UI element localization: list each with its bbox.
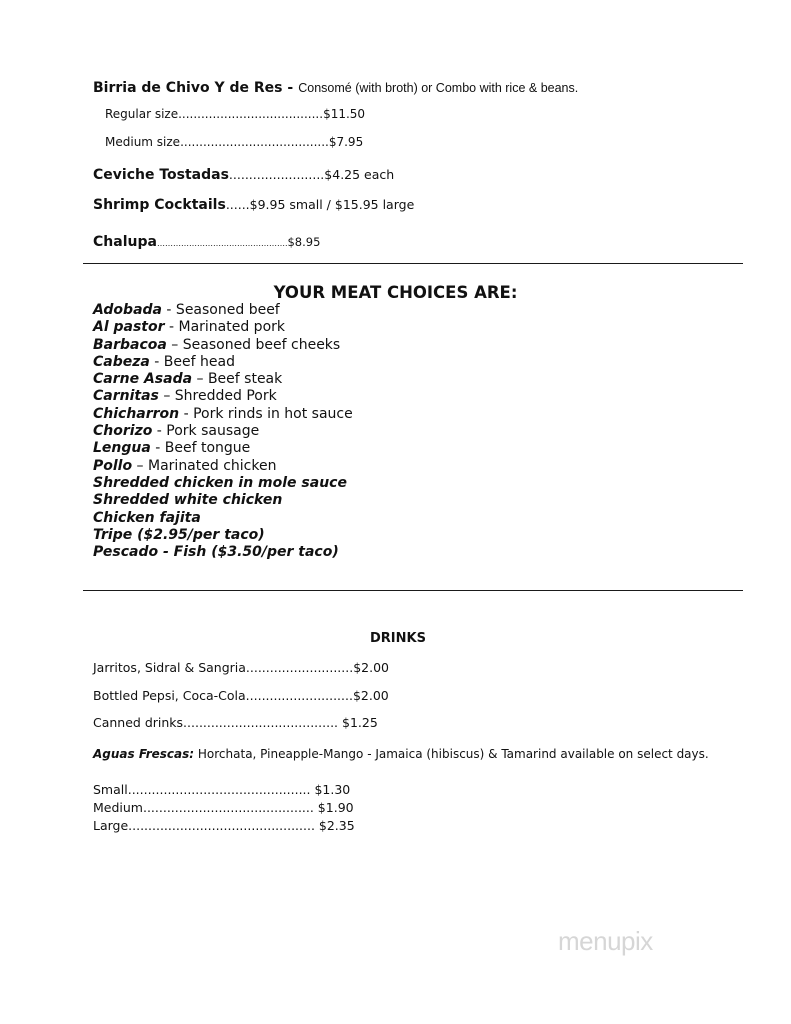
chalupa-price: $8.95: [287, 235, 321, 249]
meat-choice-item: [93, 371, 353, 388]
meat-choice-item: [93, 458, 353, 475]
meat-choice-name: Adobada: [93, 302, 162, 318]
divider-bottom: [83, 590, 743, 591]
meat-choice-description: - Beef tongue: [150, 440, 251, 457]
birria-medium-size: [105, 135, 363, 149]
birria-description: Consomé (with broth) or Combo with rice & beans.: [298, 81, 579, 95]
meat-choice-description: - Marinated pork: [164, 319, 285, 336]
agua-size-large: Large............................................... $2.35: [93, 818, 355, 833]
meat-choice-name: Shredded chicken in mole sauce: [93, 474, 347, 491]
meat-choice-name: Pollo: [93, 457, 133, 474]
meat-choice-description: – Seasoned beef cheeks: [166, 336, 341, 353]
ceviche-line: [93, 164, 394, 183]
meat-choice-name: Lengua: [93, 440, 151, 457]
aguas-frescas-text: Horchata, Pineapple-Mango - Jamaica (hibiscus) & Tamarind available on select days.: [194, 747, 709, 761]
drink-item: Jarritos, Sidral & Sangria...........................$2.00: [93, 660, 389, 675]
chalupa-name: Chalupa: [93, 234, 157, 250]
meat-choice-item: [93, 423, 353, 440]
meat-choice-description: - Pork sausage: [152, 423, 260, 440]
meat-choice-item: [93, 527, 353, 544]
size-label: Regular size: [105, 107, 179, 121]
meat-choice-description: – Beef steak: [192, 371, 283, 388]
meat-choice-name: Chicken fajita: [93, 509, 201, 526]
meat-choice-name: Cabeza: [93, 353, 150, 370]
chalupa-line: [93, 231, 320, 250]
meat-choice-item: [93, 406, 353, 423]
ceviche-price: $4.25 each: [324, 167, 395, 182]
size-dots: ......................................: [178, 107, 324, 121]
meat-choice-item: [93, 475, 353, 492]
meat-choice-description: - Beef head: [149, 353, 235, 370]
divider-top: [83, 263, 743, 264]
meat-choice-item: [93, 319, 353, 336]
agua-size-medium: Medium........................................... $1.90: [93, 800, 354, 815]
menupix-logo-icon: menupix: [558, 926, 653, 956]
meat-choice-name: Pescado - Fish ($3.50/per taco): [93, 544, 339, 561]
agua-sizes-list: [93, 781, 355, 835]
shrimp-line: [93, 194, 414, 213]
shrimp-price: $9.95 small / $15.95 large: [249, 197, 415, 212]
size-label: Medium size: [105, 135, 181, 149]
size-dots: .......................................: [180, 135, 329, 149]
meat-choice-item: [93, 492, 353, 509]
meat-choice-name: Carne Asada: [93, 371, 193, 388]
meat-choice-name: Barbacoa: [93, 336, 167, 353]
meat-choice-item: [93, 510, 353, 527]
meat-choice-name: Tripe ($2.95/per taco): [93, 526, 265, 543]
meat-choices-title: YOUR MEAT CHOICES ARE:: [273, 283, 518, 302]
birria-regular-size: [105, 107, 365, 121]
meat-choice-item: [93, 388, 353, 405]
chalupa-dots: ………………………………………….: [156, 239, 288, 248]
shrimp-name: Shrimp Cocktails: [93, 197, 226, 213]
meat-choice-item: [93, 302, 353, 319]
meat-choice-description: - Pork rinds in hot sauce: [179, 405, 353, 422]
meat-choice-description: – Marinated chicken: [132, 457, 277, 474]
meat-choice-item: [93, 337, 353, 354]
meat-choice-name: Al pastor: [93, 319, 165, 336]
ceviche-dots: ........................: [228, 167, 325, 182]
birria-name: Birria de Chivo Y de Res -: [93, 80, 294, 96]
birria-line: [93, 77, 578, 96]
aguas-frescas-line: [93, 747, 709, 761]
meat-choice-name: Carnitas: [93, 388, 159, 405]
meat-choice-name: Chorizo: [93, 423, 153, 440]
meat-choices-list: [93, 302, 353, 561]
size-price: $11.50: [323, 107, 366, 121]
drink-item: Canned drinks....................................... $1.25: [93, 715, 378, 730]
aguas-frescas-label: Aguas Frescas:: [93, 747, 195, 761]
shrimp-dots: ......: [225, 197, 250, 212]
meat-choice-item: [93, 440, 353, 457]
drinks-title: DRINKS: [370, 631, 426, 646]
meat-choice-description: – Shredded Pork: [158, 388, 277, 405]
meat-choice-name: Shredded white chicken: [93, 492, 283, 509]
meat-choice-description: - Seasoned beef: [161, 302, 280, 318]
drink-item: Bottled Pepsi, Coca-Cola...........................$2.00: [93, 688, 389, 703]
agua-size-small: Small.............................................. $1.30: [93, 782, 351, 797]
size-price: $7.95: [328, 135, 364, 149]
meat-choice-item: [93, 544, 353, 561]
ceviche-name: Ceviche Tostadas: [93, 167, 229, 183]
meat-choice-item: [93, 354, 353, 371]
meat-choice-name: Chicharron: [93, 405, 180, 422]
